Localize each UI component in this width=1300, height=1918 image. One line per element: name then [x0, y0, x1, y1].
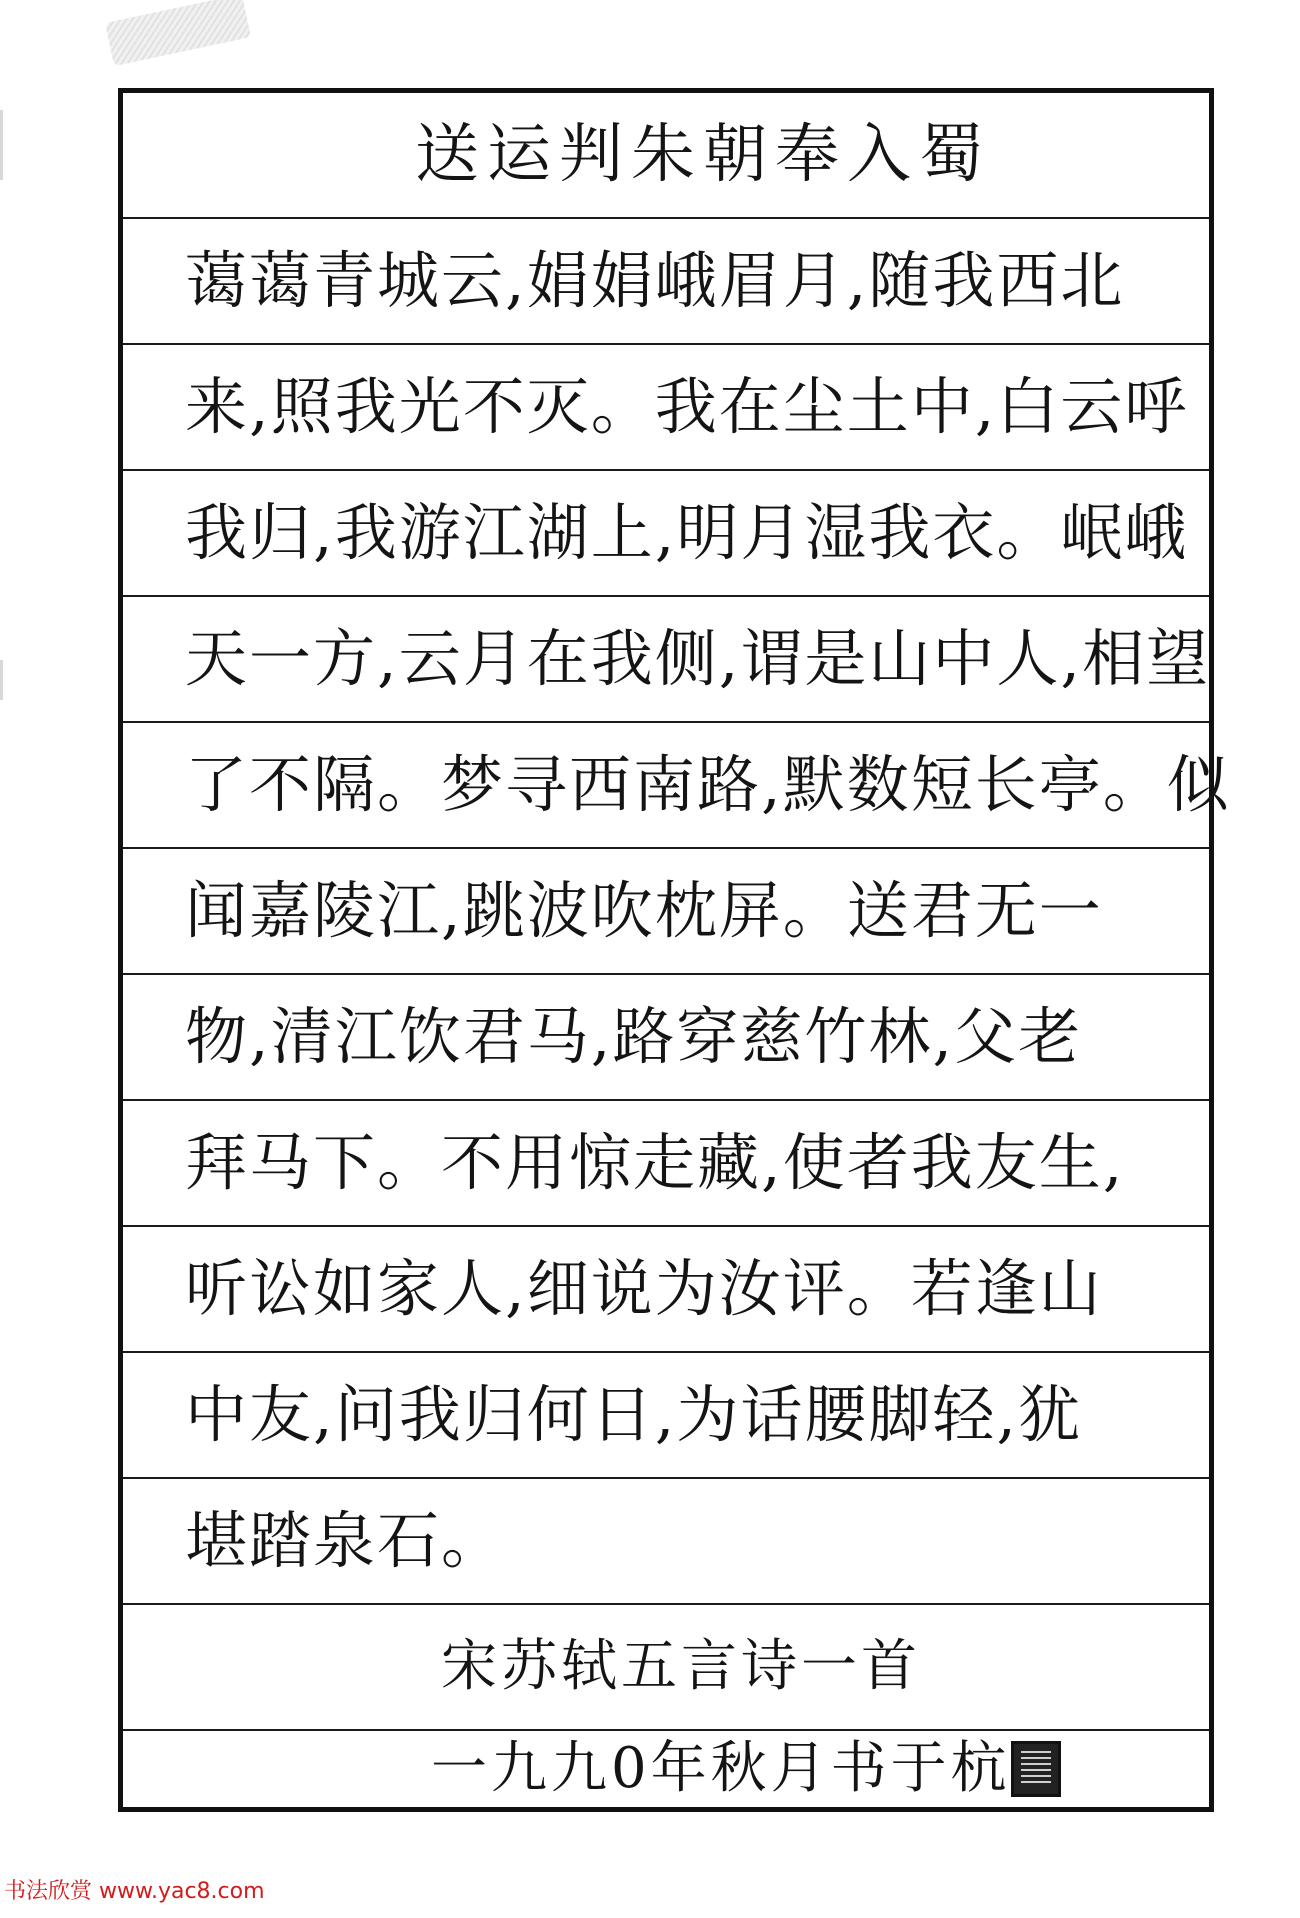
poem-line: 蔼蔼青城云,娟娟峨眉月,随我西北: [185, 244, 1125, 317]
poem-line-row: [123, 471, 1209, 597]
poem-line: 来,照我光不灭。我在尘土中,白云呼: [185, 370, 1189, 443]
site-watermark: 书法欣赏 www.yac8.com: [4, 1879, 265, 1904]
poem-line: 天一方,云月在我侧,谓是山中人,相望: [185, 622, 1211, 695]
poem-line: 闻嘉陵江,跳波吹枕屏。送君无一: [185, 874, 1103, 947]
poem-line: 中友,问我归何日,为话腰脚轻,犹: [185, 1378, 1083, 1451]
poem-line-row: [123, 849, 1209, 975]
poem-line: 堪踏泉石。: [185, 1504, 506, 1577]
poem-line: 我归,我游江湖上,明月湿我衣。岷峨: [185, 496, 1189, 569]
poem-line-row: [123, 723, 1231, 849]
poem-line-row: [123, 975, 1209, 1101]
attribution-row: [123, 1605, 1209, 1731]
poem-line: 拜马下。不用惊走藏,使者我友生,: [185, 1126, 1125, 1199]
date-inscription: 一九九0年秋月书于杭: [431, 1736, 1011, 1801]
poem-line-row: [123, 1101, 1209, 1227]
poem-line-row: [123, 1479, 1209, 1605]
poem-line-row: [123, 1353, 1209, 1479]
seal-pattern: [1021, 1751, 1051, 1787]
date-row: [123, 1731, 1209, 1807]
title-row: [123, 93, 1209, 219]
poem-line-row: [123, 345, 1209, 471]
scan-edge-mark: [0, 110, 3, 180]
scan-edge-mark: [0, 660, 3, 700]
poem-title: 送运判朱朝奉入蜀: [415, 118, 991, 192]
poem-line-row: [123, 1227, 1209, 1353]
poem-line: 了不隔。梦寻西南路,默数短长亭。似: [185, 748, 1231, 821]
attribution: 宋苏轼五言诗一首: [441, 1634, 921, 1699]
artist-seal-stamp: [1011, 1741, 1061, 1797]
poem-line: 物,清江饮君马,路穿慈竹林,父老: [185, 1000, 1083, 1073]
scan-smudge: [105, 0, 251, 66]
ruled-paper-sheet: [118, 88, 1231, 1812]
poem-line-row: [123, 219, 1209, 345]
poem-line-row: [123, 597, 1209, 723]
poem-line: 听讼如家人,细说为汝评。若逢山: [185, 1252, 1103, 1325]
